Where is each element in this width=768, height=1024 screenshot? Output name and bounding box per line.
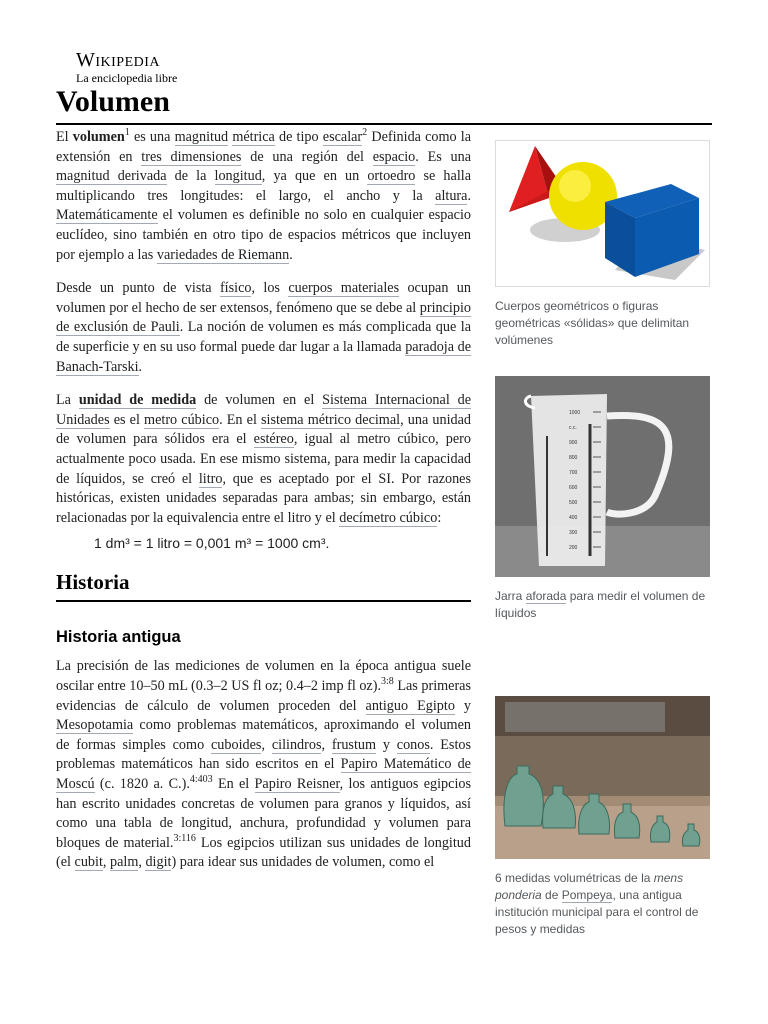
link[interactable]: longitud	[214, 168, 262, 185]
text: es el	[109, 411, 145, 428]
page-title: Volumen	[56, 85, 170, 118]
jug-scale-label: 400	[569, 515, 578, 521]
jug-scale-label: 200	[569, 545, 578, 551]
text: ,	[138, 854, 146, 871]
jug-scale-label: 800	[569, 455, 578, 461]
link[interactable]: cuerpos materiales	[288, 280, 400, 297]
article-body	[56, 128, 471, 887]
text: La precisión de las mediciones de volumen en la época antigua suele oscilar entre 10–50 mL (0.3–2 US fl oz; 0.4–2 imp fl oz).	[56, 658, 471, 695]
text: para medir el volumen de líquidos	[495, 589, 706, 620]
figure-caption: Cuerpos geométricos o figuras geométricas «sólidas» que delimitan volúmenes	[495, 299, 690, 347]
text: 6 medidas volumétricas de la	[495, 871, 654, 885]
text: y	[454, 697, 472, 714]
section-heading-historia: Historia	[56, 568, 471, 602]
volume-equivalence-formula: 1 dm³ = 1 litro = 0,001 m³ = 1000 cm³.	[94, 535, 330, 552]
link[interactable]: físico	[219, 280, 252, 297]
intro-paragraph-3	[56, 391, 471, 528]
intro-paragraph-2	[56, 279, 471, 377]
reference-mark[interactable]: 4:403	[189, 774, 213, 786]
text: de volumen en el	[196, 392, 323, 409]
logo-tagline: La enciclopedia libre	[76, 71, 178, 85]
link[interactable]: altura	[435, 187, 468, 204]
link[interactable]: Papiro Matemático de Moscú	[56, 756, 471, 793]
link[interactable]: antiguo Egipto	[365, 697, 455, 714]
text: de la	[166, 168, 215, 185]
link[interactable]: palm	[109, 854, 139, 871]
bold-term: volumen	[72, 129, 125, 145]
jug-scale-label: 600	[569, 485, 578, 491]
jug-scale-label: 1000	[569, 410, 581, 416]
link[interactable]: Matemáticamente	[56, 207, 158, 224]
text: Las primeras evidencias de cálculo de volumen proceden del	[56, 678, 472, 714]
link[interactable]: métrica	[232, 129, 275, 145]
italic-term: mens ponderia	[495, 871, 684, 902]
link[interactable]: paradoja de Banach-Tarski	[56, 338, 472, 375]
reference-mark[interactable]: 3:116	[173, 832, 196, 844]
geometric-solids-image[interactable]	[495, 140, 710, 287]
historia-paragraph-1	[56, 657, 471, 873]
link[interactable]: frustum	[331, 736, 377, 753]
link[interactable]: magnitud	[174, 129, 229, 145]
text: el volumen es definible no solo en cualquier espacio euclídeo, sino también en otro tipo de espacios métricos que incluyen por ejemplo a las	[56, 207, 471, 263]
link[interactable]: escalar	[322, 129, 363, 145]
jug-scale-label: 900	[569, 440, 578, 446]
text: .	[289, 246, 293, 263]
text: Definida como la extensión en	[56, 129, 472, 165]
text: ,	[321, 736, 332, 753]
link[interactable]: ortoedro	[367, 168, 416, 185]
text: . Estos problemas matemáticos han sido escritos en el	[56, 736, 472, 773]
text: es una	[129, 129, 175, 145]
subsection-heading-historia-antigua: Historia antigua	[56, 627, 181, 646]
link[interactable]: cuboides	[211, 736, 262, 753]
link[interactable]: conos	[396, 736, 430, 753]
link[interactable]: Sistema Internacional de Unidades	[56, 392, 472, 428]
text: ,	[102, 854, 110, 871]
text: En el	[212, 776, 255, 793]
jug-scale-label: 700	[569, 470, 578, 476]
link[interactable]: digit	[145, 854, 172, 871]
link[interactable]: espacio	[372, 148, 416, 165]
link[interactable]: sistema métrico decimal	[261, 411, 401, 428]
text: de	[541, 888, 562, 902]
text: . Es una	[415, 148, 472, 165]
link[interactable]: variedades de Riemann	[156, 246, 290, 263]
text: , los	[251, 280, 289, 297]
link[interactable]: unidad de medida	[78, 392, 197, 409]
text: , que es aceptado por el SI. Por razones históricas, existen unidades separadas para ambas; sin embargo, están relacionadas por la equivalencia entre el litro y el	[56, 470, 471, 526]
link[interactable]: Papiro Reisner	[254, 776, 340, 793]
text: :	[437, 509, 442, 526]
link[interactable]: metro cúbico	[144, 411, 220, 428]
pompeii-measures-image[interactable]	[495, 696, 710, 859]
link[interactable]: principio de exclusión de Pauli	[56, 299, 471, 336]
figure-pompeii-measures	[495, 696, 710, 938]
text: , igual al metro cúbico, pero actualmente poco usada. En ese mismo sistema, para medir la capacidad de líquidos, se creó el	[56, 431, 471, 487]
link[interactable]: Mesopotamia	[56, 717, 134, 734]
text: de tipo	[274, 129, 323, 145]
intro-paragraph-1	[56, 128, 471, 265]
jug-scale-label: 500	[569, 500, 578, 506]
text: . En el	[219, 411, 262, 428]
link[interactable]: aforada	[525, 589, 567, 603]
link[interactable]: tres dimensiones	[141, 148, 242, 165]
text: , una antigua institución municipal para el control de pesos y medidas	[495, 888, 699, 936]
reference-mark[interactable]: 2	[362, 127, 368, 138]
logo-wordmark: Wikipedia	[76, 49, 161, 71]
link[interactable]: cubit	[74, 854, 103, 871]
text: , los antiguos egipcios han escrito unidades concretas de volumen para granos y líquidos, así como una tabla de longitud, anchura, profundidad y volumen para bloques de material.	[56, 776, 471, 851]
text: Jarra	[495, 589, 526, 603]
text: Desde un punto de vista	[56, 280, 220, 297]
figure-measuring-jug	[495, 376, 710, 622]
text: ) para idear sus unidades de volumen, como el	[171, 854, 435, 871]
figure-caption	[495, 870, 710, 938]
title-underline	[56, 123, 712, 125]
text: .	[467, 187, 471, 204]
text: se halla multiplicando tres longitudes: el largo, el ancho y la	[56, 168, 472, 204]
link[interactable]: litro	[198, 470, 223, 487]
text: La	[56, 392, 79, 409]
text: . La noción de volumen es más complicada que la de superficie y en su uso formal puede dar lugar a la llamada	[56, 319, 471, 355]
wikipedia-logo[interactable]	[76, 49, 216, 85]
measuring-jug-image[interactable]	[495, 376, 710, 577]
link[interactable]: decímetro cúbico	[339, 509, 438, 526]
link[interactable]: cilindros	[271, 736, 322, 753]
text: El	[56, 129, 73, 145]
figure-caption	[495, 588, 710, 622]
jug-scale-label: c.c.	[569, 425, 577, 431]
text: (c. 1820 a. C.).	[94, 776, 190, 793]
jug-scale-label: 300	[569, 530, 578, 536]
text: Los egipcios utilizan sus unidades de longitud (el	[56, 834, 471, 871]
text: , ya que en un	[261, 168, 368, 185]
text: como problemas matemáticos, aproximando el volumen de formas simples como	[56, 717, 471, 753]
text: ,	[261, 736, 272, 753]
link[interactable]: magnitud derivada	[56, 168, 167, 185]
reference-mark[interactable]: 1	[124, 127, 130, 138]
text: , una unidad de volumen para sólidos era el	[56, 411, 471, 448]
link[interactable]: Pompeya	[561, 888, 613, 902]
text: de una región del	[241, 148, 373, 165]
text: .	[138, 358, 143, 375]
figure-geometric-solids	[495, 140, 710, 349]
link[interactable]: estéreo	[253, 431, 294, 448]
text: ocupan un volumen por el hecho de ser extensos, fenómeno que se debe al	[56, 280, 471, 316]
text: y	[376, 736, 397, 753]
reference-mark[interactable]: 3:8	[381, 676, 394, 688]
